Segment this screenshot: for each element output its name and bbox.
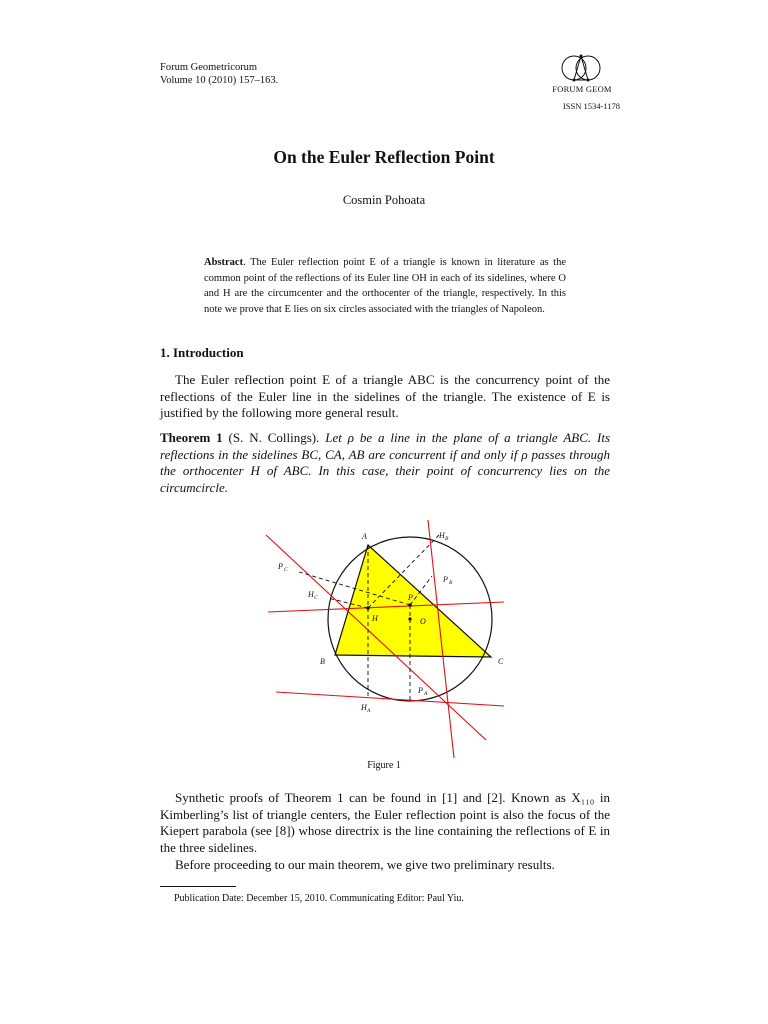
label-o: O xyxy=(420,617,426,626)
svg-text:B: B xyxy=(445,536,449,542)
theorem-statement: Let ρ be a line in the plane of a triangle ABC. Its reflections in the sidelines BC, CA, AB are concurrent if and only if ρ passes through the orthocenter H of ABC. In this case, their point of concurrency lies on the circumcircle. xyxy=(160,430,611,496)
svg-text:C: C xyxy=(314,595,318,601)
label-h: H xyxy=(372,614,378,623)
label-hb xyxy=(438,531,449,542)
journal-name: Forum Geometricorum xyxy=(160,62,258,73)
label-pa xyxy=(417,686,428,697)
svg-text:H: H xyxy=(439,531,445,540)
abstract-label: Abstract xyxy=(204,257,244,268)
svg-text:P: P xyxy=(418,686,423,695)
svg-text:P: P xyxy=(278,562,283,571)
footnote-rule xyxy=(160,886,236,887)
intro-paragraph: The Euler reflection point E of a triangle ABC is the concurrency point of the reflections of the Euler line in the sidelines of the triangle. The existence of E is justified by the following more general result. xyxy=(160,372,610,421)
svg-text:H: H xyxy=(308,590,314,599)
label-c: C xyxy=(498,657,504,666)
journal-volume: Volume 10 (2010) 157–163. xyxy=(160,75,279,86)
svg-text:B: B xyxy=(449,580,453,586)
svg-text:A: A xyxy=(424,691,428,697)
abstract xyxy=(204,255,566,317)
reflection-line-bc xyxy=(276,692,504,706)
label-a: A xyxy=(362,532,367,541)
section-heading: 1. Introduction xyxy=(160,345,244,360)
author: Cosmin Pohoata xyxy=(342,193,426,207)
point-o xyxy=(408,617,411,620)
label-p: P xyxy=(408,593,413,602)
figure-caption: Figure 1 xyxy=(367,760,401,771)
page-title: On the Euler Reflection Point xyxy=(273,147,495,167)
synthetic-proofs-paragraph: Synthetic proofs of Theorem 1 can be found in [1] and [2]. Known as X₁₁₀ in Kimberling’s list of triangle centers, the Euler reflection point is also the focus of the Kiepert parabola (see [8]) whose directrix is the line containing the reflections of E in the three sidelines. xyxy=(160,790,610,856)
label-hc xyxy=(307,590,318,601)
svg-text:P: P xyxy=(443,575,448,584)
label-b: B xyxy=(320,657,325,666)
label-ha xyxy=(360,703,371,714)
point-h xyxy=(366,606,370,610)
issn: ISSN 1534-1178 xyxy=(562,101,620,111)
figure-1 xyxy=(258,520,510,758)
svg-text:H: H xyxy=(361,703,367,712)
preliminary-paragraph: Before proceeding to our main theorem, we give two preliminary results. xyxy=(175,857,555,872)
journal-header xyxy=(160,61,278,87)
abstract-text: . The Euler reflection point E of a triangle is known in literature as the common point of the reflections of its Euler line OH in each of its sidelines, where O and H are the circumcenter and the orthocenter of the triangle, respectively. In this note we prove that E lies on six circles associated with the triangles of Napoleon. xyxy=(204,257,566,315)
theorem-label: Theorem 1 xyxy=(160,430,223,445)
theorem-1 xyxy=(160,430,610,497)
svg-text:A: A xyxy=(367,708,371,714)
label-pc xyxy=(277,562,288,573)
footnote: Publication Date: December 15, 2010. Communicating Editor: Paul Yiu. xyxy=(174,893,464,904)
theorem-attribution: (S. N. Collings). xyxy=(222,430,320,445)
label-pb xyxy=(442,575,453,586)
svg-text:C: C xyxy=(284,567,288,573)
point-p xyxy=(408,603,412,607)
logo-text: FORUM GEOM xyxy=(552,84,612,94)
